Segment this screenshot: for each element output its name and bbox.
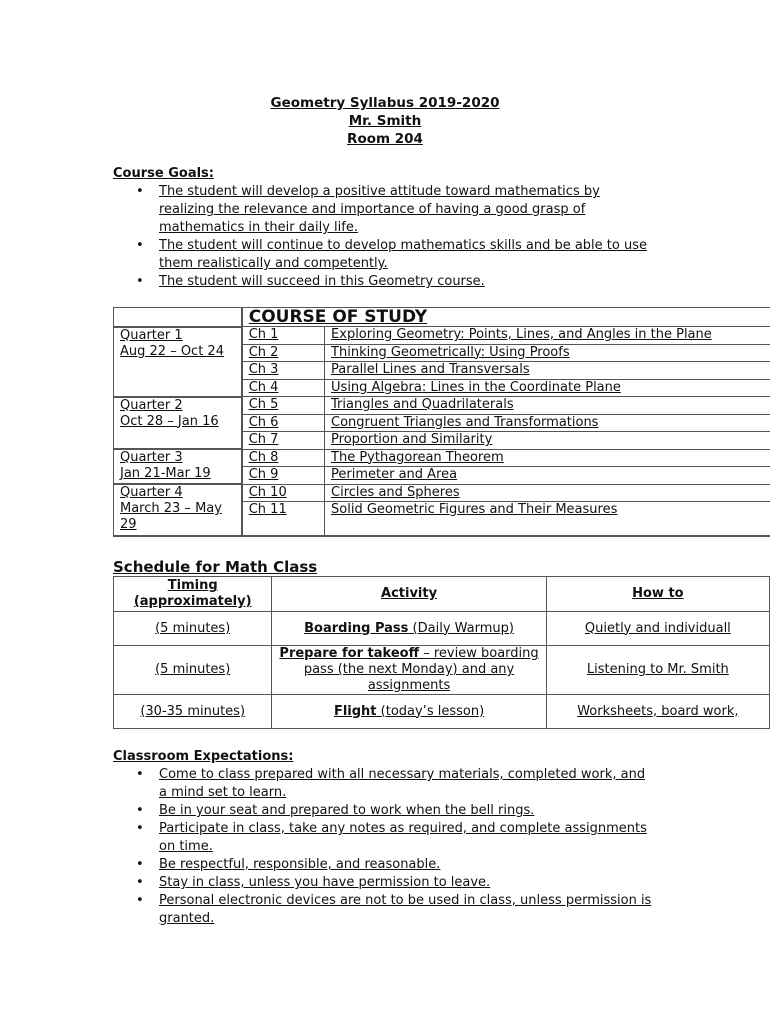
chapter-number: Ch 1 (242, 327, 325, 345)
chapter-topic-blank (325, 519, 770, 536)
expectation-item: • Stay in class, unless you have permission to leave. (136, 874, 656, 892)
expectation-item: • Participate in class, take any notes as required, and complete assignments on time. (136, 820, 656, 856)
chapter-topic: Proportion and Similarity (325, 432, 770, 450)
expectation-item: • Be respectful, responsible, and reasonable. (136, 856, 656, 874)
chapter-topic: Congruent Triangles and Transformations (325, 414, 770, 432)
chapter-topic: Parallel Lines and Transversals (325, 362, 770, 380)
schedule-header-how: How to (546, 577, 769, 612)
course-goal-item: • The student will succeed in this Geometry course. (136, 273, 656, 291)
schedule-how: Worksheets, board work, (546, 695, 769, 729)
schedule-activity: Boarding Pass (Daily Warmup) (272, 612, 546, 646)
course-goals-list (136, 183, 656, 291)
quarter-cell: Quarter 3 Jan 21-Mar 19 (114, 449, 242, 484)
quarter-cell: Quarter 1 Aug 22 – Oct 24 (114, 327, 242, 397)
schedule-activity: Prepare for takeoff – review boarding pass (the next Monday) and any assignments (272, 646, 546, 695)
schedule-timing: (5 minutes) (114, 612, 272, 646)
chapter-number: Ch 3 (242, 362, 325, 380)
chapter-number: Ch 11 (242, 502, 325, 519)
schedule-how: Quietly and individuall (546, 612, 769, 646)
chapter-topic: Exploring Geometry: Points, Lines, and Angles in the Plane (325, 327, 770, 345)
schedule-table (113, 576, 770, 729)
schedule-header-timing: Timing (approximately) (114, 577, 272, 612)
quarter-cell: Quarter 4 March 23 – May 29 (114, 484, 242, 536)
chapter-topic: Solid Geometric Figures and Their Measures (331, 502, 618, 517)
schedule-header-activity: Activity (272, 577, 546, 612)
course-goal-item: • The student will continue to develop mathematics skills and be able to use them realistically and competently. (136, 237, 656, 273)
chapter-number: Ch 8 (242, 449, 325, 467)
chapter-number: Ch 7 (242, 432, 325, 450)
chapter-number: Ch 4 (242, 379, 325, 397)
schedule-timing: (5 minutes) (114, 646, 272, 695)
course-goals-title: Course Goals: (113, 166, 214, 181)
teacher-name: Mr. Smith (348, 113, 422, 129)
schedule-activity: Flight (today’s lesson) (272, 695, 546, 729)
chapter-number: Ch 9 (242, 467, 325, 485)
expectation-item: • Be in your seat and prepared to work when the bell rings. (136, 802, 656, 820)
expectation-item: • Personal electronic devices are not to be used in class, unless permission is granted. (136, 892, 656, 928)
expectations-list (136, 766, 656, 928)
chapter-topic: Using Algebra: Lines in the Coordinate Plane (325, 379, 770, 397)
chapter-number: Ch 6 (242, 414, 325, 432)
expectations-title: Classroom Expectations: (113, 749, 294, 764)
course-goal-item: • The student will develop a positive attitude toward mathematics by realizing the relevance and importance of having a good grasp of mathematics in their daily life. (136, 183, 656, 237)
schedule-how: Listening to Mr. Smith (546, 646, 769, 695)
cos-header-blank (114, 308, 242, 327)
expectation-item: • Come to class prepared with all necessary materials, completed work, and a mind set to learn. (136, 766, 656, 802)
chapter-topic: Thinking Geometrically: Using Proofs (325, 344, 770, 362)
chapter-topic: The Pythagorean Theorem (325, 449, 770, 467)
syllabus-title: Geometry Syllabus 2019-2020 (270, 95, 500, 111)
chapter-number: Ch 10 (242, 484, 325, 502)
chapter-number: Ch 2 (242, 344, 325, 362)
quarter-cell: Quarter 2 Oct 28 – Jan 16 (114, 397, 242, 450)
chapter-topic: Triangles and Quadrilaterals (325, 397, 770, 415)
course-of-study-table (113, 307, 770, 537)
chapter-number: Ch 5 (242, 397, 325, 415)
schedule-timing: (30-35 minutes) (114, 695, 272, 729)
chapter-topic: Circles and Spheres (325, 484, 770, 502)
room-number: Room 204 (347, 131, 423, 147)
chapter-topic: Perimeter and Area (325, 467, 770, 485)
chapter-number-blank (242, 519, 325, 536)
schedule-title: Schedule for Math Class (113, 558, 318, 576)
cos-title: COURSE OF STUDY (242, 308, 770, 327)
